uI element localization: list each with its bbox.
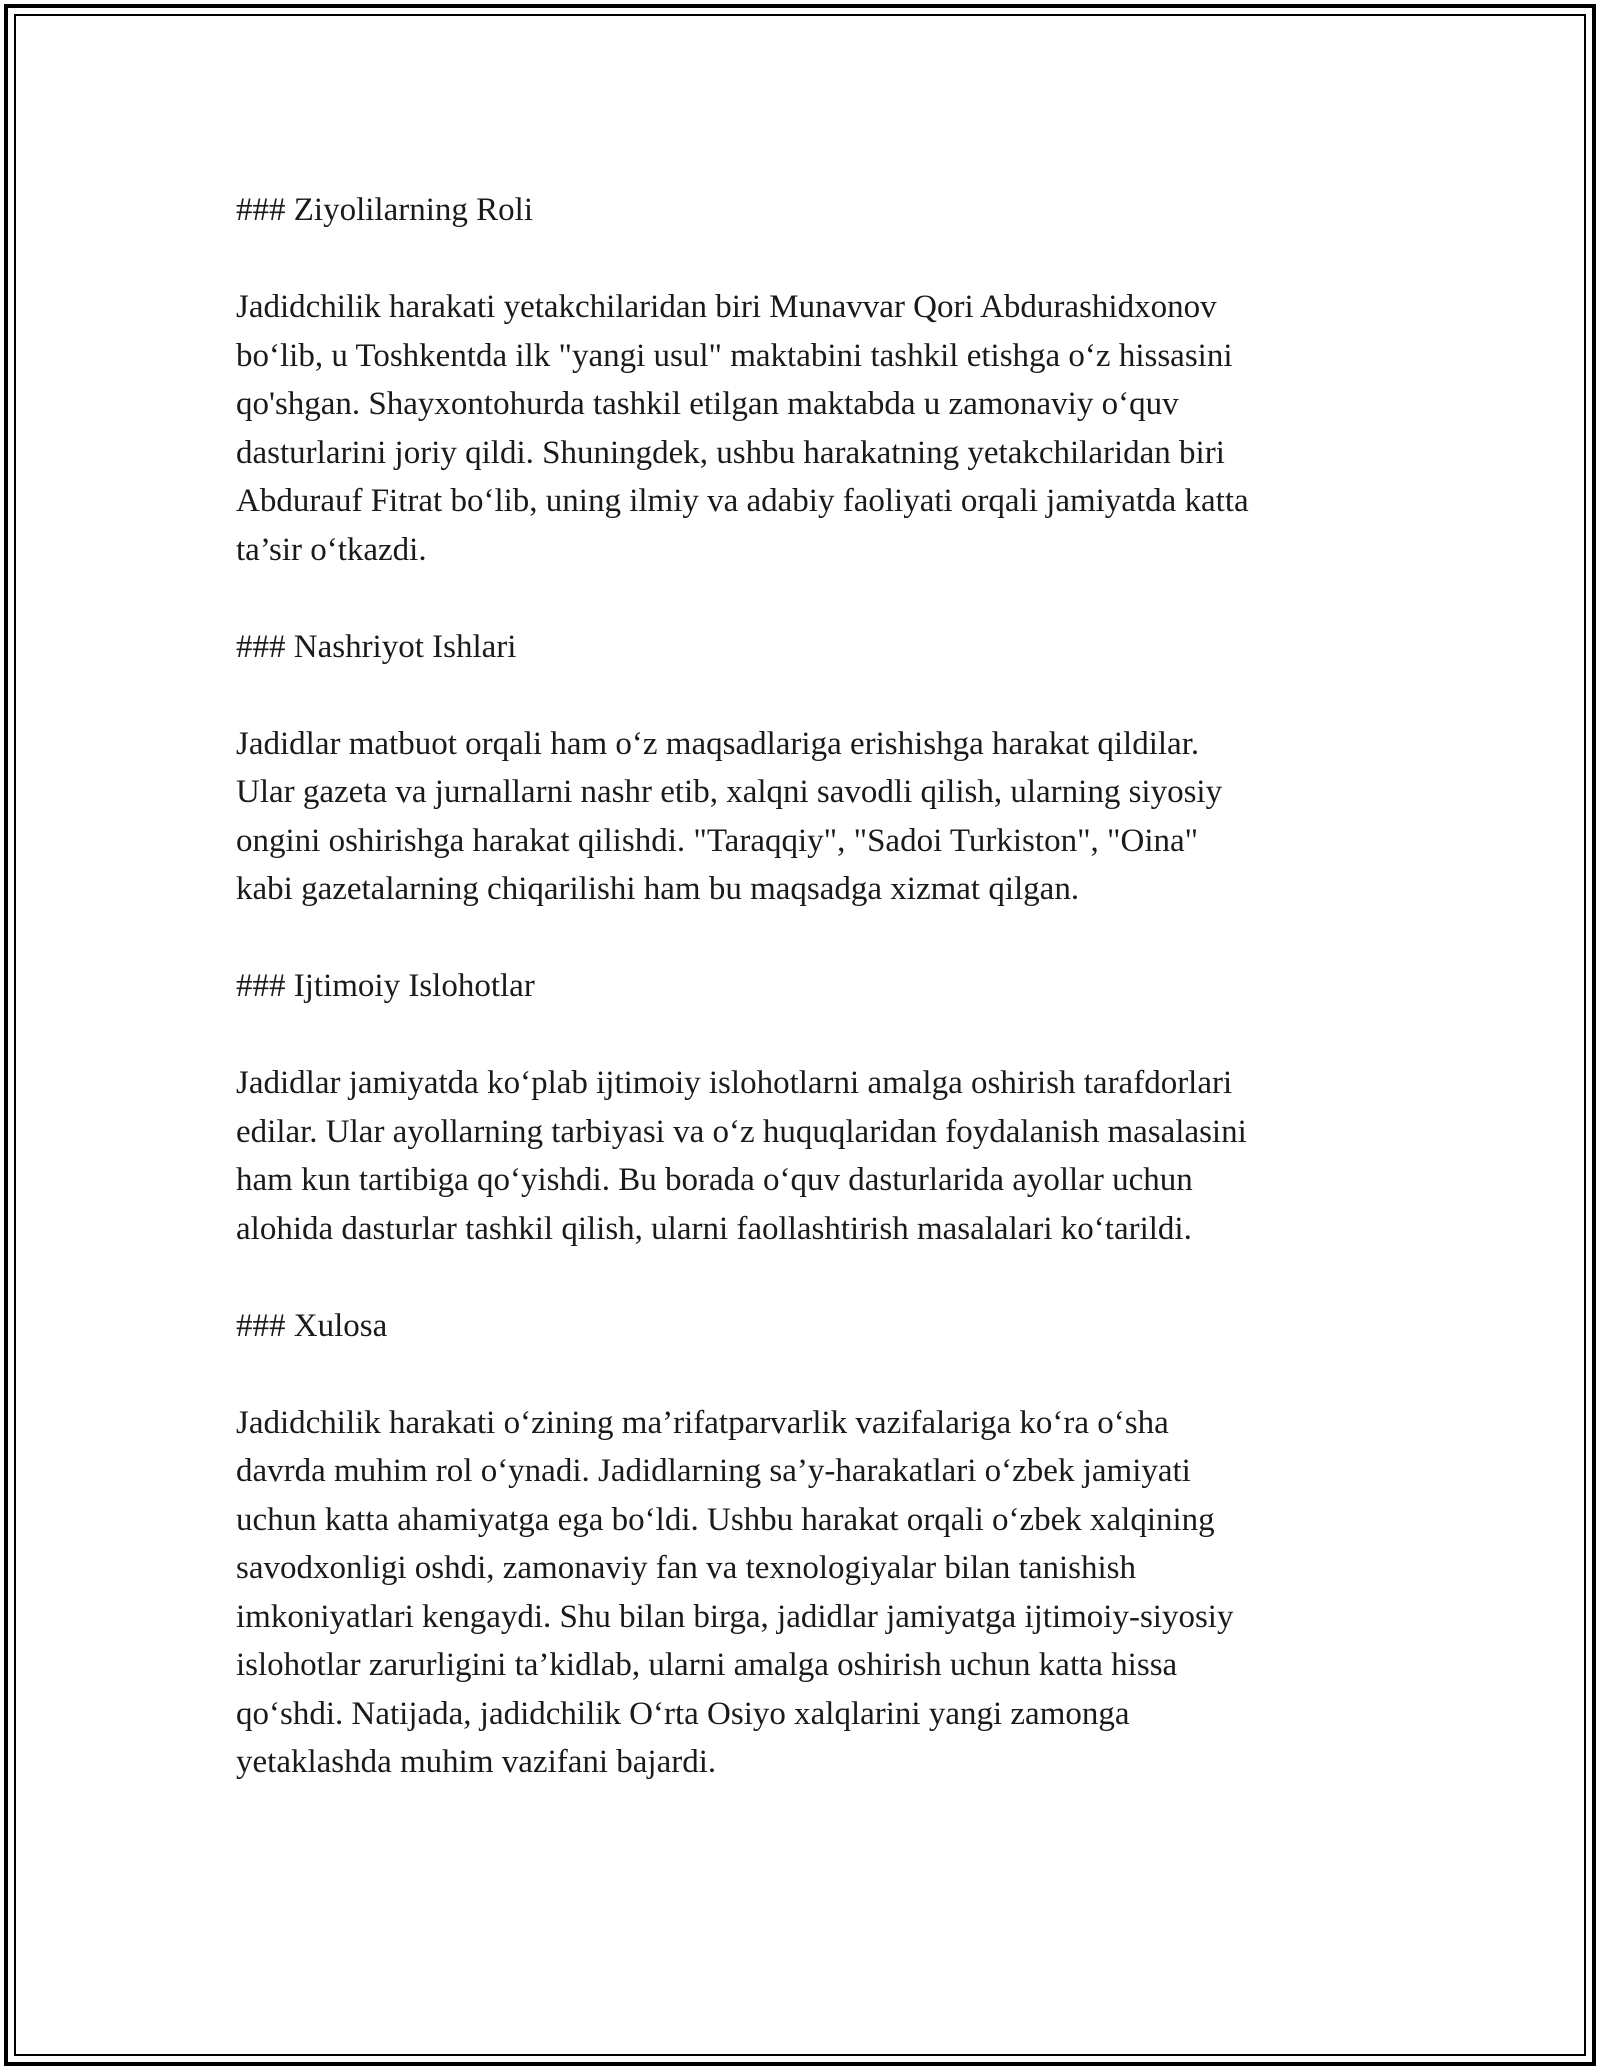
paragraph-line: Jadidchilik harakati yetakchilaridan biri Munavvar Qori Abdurashidxonov <box>236 289 1217 325</box>
paragraph-line: Jadidlar jamiyatda ko‘plab ijtimoiy islohotlarni amalga oshirish tarafdorlari <box>236 1065 1233 1101</box>
section-paragraph <box>236 1399 1366 1787</box>
paragraph-line: davrda muhim rol o‘ynadi. Jadidlarning sa’y-harakatlari o‘zbek jamiyati <box>236 1453 1191 1489</box>
paragraph-line: Ular gazeta va jurnallarni nashr etib, xalqni savodli qilish, ularning siyosiy <box>236 774 1223 810</box>
section-heading: ### Ijtimoiy Islohotlar <box>236 968 535 1004</box>
paragraph-line: imkoniyatlari kengaydi. Shu bilan birga, jadidlar jamiyatga ijtimoiy-siyosiy <box>236 1598 1234 1635</box>
paragraph-line: ta’sir o‘tkazdi. <box>236 531 427 568</box>
paragraph-line: bo‘lib, u Toshkentda ilk "yangi usul" maktabini tashkil etishga o‘z hissasini <box>236 337 1233 374</box>
section-paragraph <box>236 283 1366 574</box>
paragraph-line: islohotlar zarurligini ta’kidlab, ularni amalga oshirish uchun katta hissa <box>236 1647 1178 1683</box>
paragraph-line: qo'shgan. Shayxontohurda tashkil etilgan maktabda u zamonaviy o‘quv <box>236 386 1179 422</box>
section-paragraph <box>236 1059 1366 1253</box>
document-body <box>236 186 1366 1835</box>
paragraph-line: alohida dasturlar tashkil qilish, ularni faollashtirish masalalari ko‘tarildi. <box>236 1210 1192 1247</box>
paragraph-line: savodxonligi oshdi, zamonaviy fan va texnologiyalar bilan tanishish <box>236 1550 1136 1586</box>
paragraph-line: Jadidchilik harakati o‘zining ma’rifatparvarlik vazifalariga ko‘ra o‘sha <box>236 1404 1169 1441</box>
paragraph-line: uchun katta ahamiyatga ega bo‘ldi. Ushbu harakat orqali o‘zbek xalqining <box>236 1501 1215 1538</box>
paragraph-line: ham kun tartibiga qo‘yishdi. Bu borada o‘quv dasturlarida ayollar uchun <box>236 1162 1193 1198</box>
paragraph-line: ongini oshirishga harakat qilishdi. "Taraqqiy", "Sadoi Turkiston", "Oina" <box>236 822 1199 859</box>
paragraph-line: kabi gazetalarning chiqarilishi ham bu maqsadga xizmat qilgan. <box>236 871 1080 907</box>
paragraph-line: Abdurauf Fitrat bo‘lib, uning ilmiy va adabiy faoliyati orqali jamiyatda katta <box>236 483 1249 519</box>
paragraph-line: Jadidlar matbuot orqali ham o‘z maqsadlariga erishishga harakat qildilar. <box>236 725 1200 762</box>
paragraph-line: yetaklashda muhim vazifani bajardi. <box>236 1744 717 1780</box>
section-heading: ### Xulosa <box>236 1307 388 1344</box>
section-paragraph <box>236 720 1366 914</box>
section-heading: ### Ziyolilarning Roli <box>236 192 533 228</box>
paragraph-line: dasturlarini joriy qildi. Shuningdek, ushbu harakatning yetakchilaridan biri <box>236 434 1225 471</box>
paragraph-line: qo‘shdi. Natijada, jadidchilik O‘rta Osiyo xalqlarini yangi zamonga <box>236 1695 1130 1732</box>
section-heading: ### Nashriyot Ishlari <box>236 628 517 665</box>
paragraph-line: edilar. Ular ayollarning tarbiyasi va o‘z huquqlaridan foydalanish masalasini <box>236 1113 1247 1150</box>
